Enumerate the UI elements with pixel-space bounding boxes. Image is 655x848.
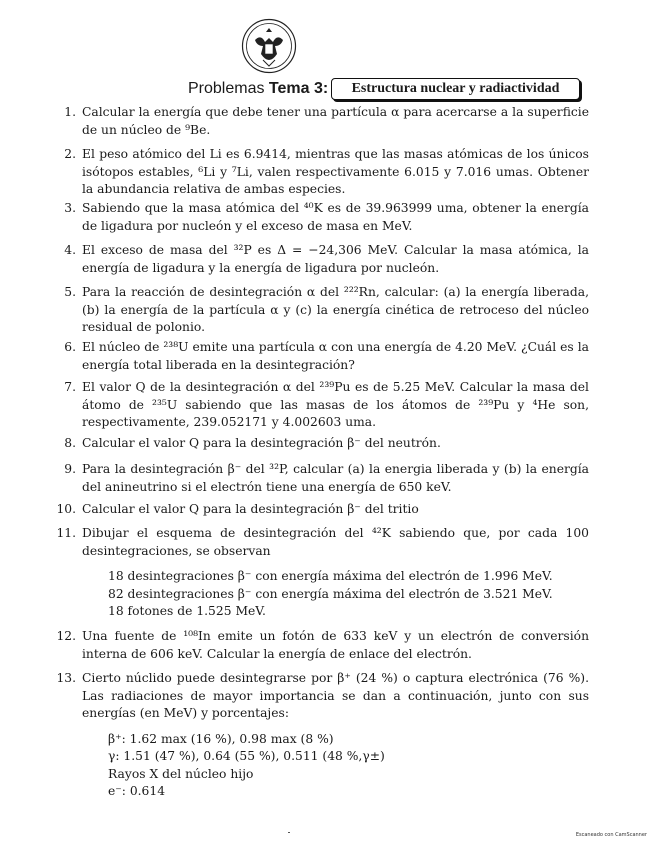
header-title: Problemas Tema 3: <box>188 80 329 97</box>
decay-line: 82 desintegraciones β⁻ con energía máxima del electrón de 3.521 MeV. <box>108 586 553 601</box>
decay-line: 18 desintegraciones β⁻ con energía máxima del electrón de 1.996 MeV. <box>108 569 553 583</box>
page-header <box>0 78 655 102</box>
university-seal-logo <box>241 18 297 74</box>
header-topic-box: Estructura nuclear y radiactividad <box>331 78 580 100</box>
radiation-line: Rayos X del núcleo hijo <box>108 766 254 781</box>
scanner-watermark: Escaneado con CamScanner <box>575 832 647 838</box>
decay-line: 18 fotones de 1.525 MeV. <box>108 604 266 618</box>
radiation-line: γ: 1.51 (47 %), 0.64 (55 %), 0.511 (48 %,γ±) <box>108 749 385 763</box>
page-mark <box>288 832 290 833</box>
radiation-line: e⁻: 0.614 <box>108 784 166 798</box>
radiation-line: β⁺: 1.62 max (16 %), 0.98 max (8 %) <box>108 731 334 746</box>
